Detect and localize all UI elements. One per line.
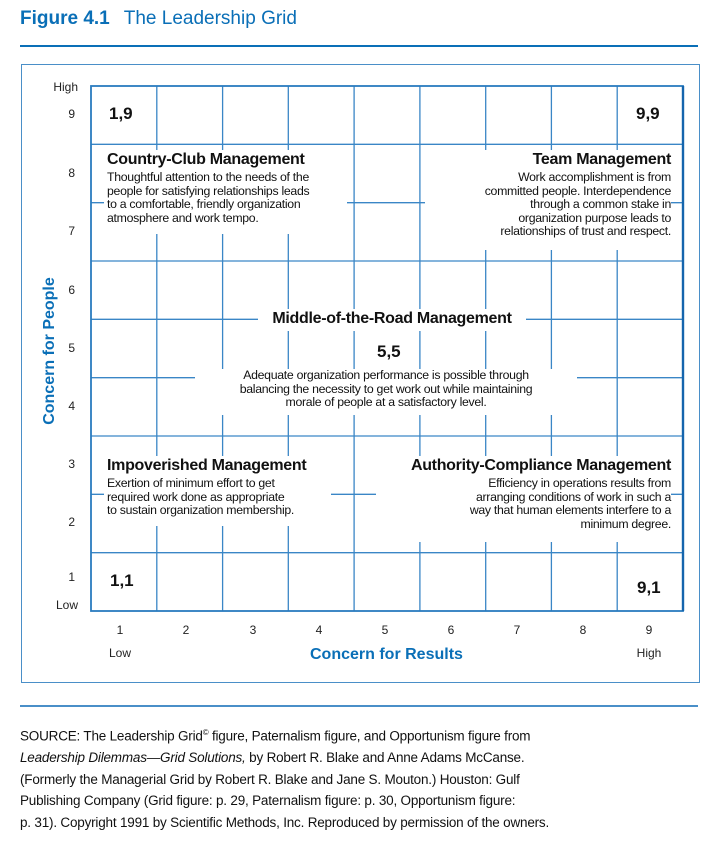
authority-description: Efficiency in operations results from arranging conditions of work in such a way that human elements interfere to a minimum degree. <box>469 476 671 531</box>
impoverished-description: Exertion of minimum effort to get required work done as appropriate to sustain organization membership. <box>107 476 295 517</box>
x-tick-9: 9 <box>645 623 653 637</box>
source-rule <box>20 705 698 707</box>
y-tick-7: 7 <box>68 224 75 238</box>
y-tick-5: 5 <box>68 341 75 355</box>
y-low-label: Low <box>55 598 78 612</box>
x-tick-5: 5 <box>381 623 389 637</box>
coord-9-1: 9,1 <box>637 578 661 597</box>
figure-title-text: The Leadership Grid <box>123 8 297 29</box>
impoverished-box <box>104 456 331 526</box>
source-citation: SOURCE: The Leadership Grid© figure, Paternalism figure, and Opportunism figure from Leadership Dilemmas—Grid Solutions, by Robert R. Blake and Anne Adams McCanse. (Formerly the Managerial Grid by Robert R. Blake and Jane S. Mouton.) Houston: Gulf Publishing Company (Grid figure: p. 29, Paternalism figure: p. 30, Opportunism figure: p. 31). Copyright 1991 by Scientific Methods, Inc. Reproduced by permission of the owners. <box>20 728 550 830</box>
coord-5-5: 5,5 <box>377 342 401 361</box>
y-axis-title: Concern for People <box>41 277 58 425</box>
impoverished-title: Impoverished Management <box>107 457 307 474</box>
x-tick-2: 2 <box>182 623 190 637</box>
x-tick-8: 8 <box>579 623 587 637</box>
country-club-description: Thoughtful attention to the needs of the people for satisfying relationships leads to a comfortable, friendly organization atmosphere and work tempo. <box>107 170 310 225</box>
middle-description: Adequate organization performance is possible through balancing the necessity to get work out while maintaining morale of people at a satisfactory level. <box>239 368 533 409</box>
x-axis-title: Concern for Results <box>310 646 463 663</box>
team-title: Team Management <box>532 151 671 168</box>
team-box <box>425 150 671 250</box>
authority-box <box>376 456 671 542</box>
y-tick-4: 4 <box>68 399 75 413</box>
middle-title: Middle-of-the-Road Management <box>272 310 512 327</box>
y-tick-2: 2 <box>68 515 75 529</box>
y-tick-3: 3 <box>68 457 75 471</box>
coord-1-9: 1,9 <box>109 104 133 123</box>
coord-1-1: 1,1 <box>110 571 134 590</box>
x-tick-7: 7 <box>513 623 521 637</box>
team-description: Work accomplishment is from committed people. Interdependence through a common stake in organization purpose leads to relationships of trust and respect. <box>484 170 671 238</box>
x-high-label: High <box>636 646 662 660</box>
country-club-title: Country-Club Management <box>107 151 305 168</box>
authority-title: Authority-Compliance Management <box>410 457 671 474</box>
y-high-label: High <box>53 80 78 94</box>
y-tick-6: 6 <box>68 283 75 297</box>
y-tick-9: 9 <box>68 107 75 121</box>
x-tick-6: 6 <box>447 623 455 637</box>
x-low-label: Low <box>108 646 131 660</box>
x-tick-3: 3 <box>249 623 257 637</box>
figure-number: Figure 4.1 <box>20 8 110 29</box>
country-club-box <box>104 150 347 234</box>
x-tick-4: 4 <box>315 623 323 637</box>
middle-title-box <box>258 309 526 331</box>
middle-description-box <box>195 369 577 415</box>
y-tick-8: 8 <box>68 166 75 180</box>
coord-9-9: 9,9 <box>636 104 660 123</box>
y-tick-1: 1 <box>68 570 75 584</box>
x-tick-1: 1 <box>116 623 124 637</box>
